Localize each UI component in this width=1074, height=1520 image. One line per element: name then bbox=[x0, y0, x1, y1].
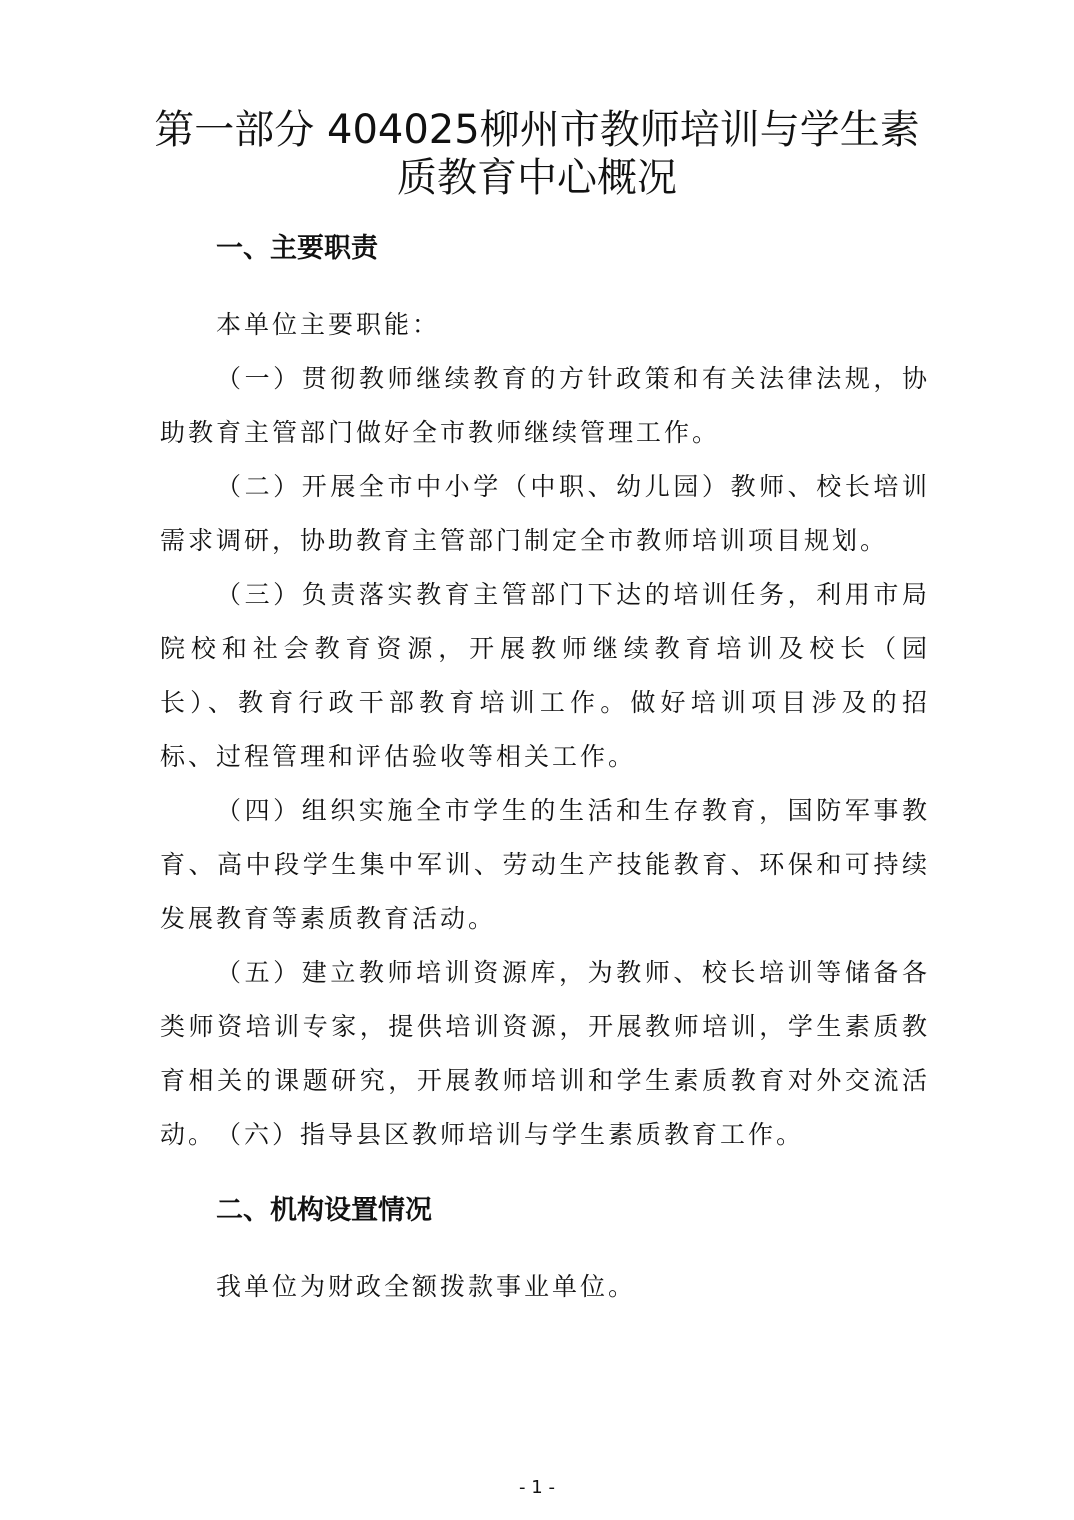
page-number: - 1 - bbox=[519, 1477, 555, 1498]
duty-item-3: （三）负责落实教育主管部门下达的培训任务，利用市局院校和社会教育资源，开展教师继续教育培训及校长（园长）、教育行政干部教育培训工作。做好培训项目涉及的招标、过程管理和评估验收等相关工作。 bbox=[160, 580, 930, 771]
intro-paragraph: 本单位主要职能： bbox=[216, 310, 441, 339]
duty-item-5: （五）建立教师培训资源库，为教师、校长培训等储备各类师资培训专家，提供培训资源，开展教师培训，学生素质教育相关的课题研究，开展教师培训和学生素质教育对外交流活动。 bbox=[160, 958, 930, 1149]
title-line-1: 第一部分 404025柳州市教师培训与学生素 bbox=[154, 107, 920, 153]
organization-paragraph: 我单位为财政全额拨款事业单位。 bbox=[216, 1272, 637, 1301]
duty-item-2: （二）开展全市中小学（中职、幼儿园）教师、校长培训需求调研，协助教育主管部门制定全市教师培训项目规划。 bbox=[160, 472, 930, 555]
duty-item-1: （一）贯彻教师继续教育的方针政策和有关法律法规，协助教育主管部门做好全市教师继续管理工作。 bbox=[160, 364, 930, 447]
duty-item-4: （四）组织实施全市学生的生活和生存教育，国防军事教育、高中段学生集中军训、劳动生产技能教育、环保和可持续发展教育等素质教育活动。 bbox=[160, 796, 930, 933]
section-heading-organization: 二、机构设置情况 bbox=[216, 1195, 432, 1226]
title-line-2: 质教育中心概况 bbox=[397, 155, 677, 201]
duty-item-6: （六）指导县区教师培训与学生素质教育工作。 bbox=[216, 1120, 805, 1149]
page-title bbox=[0, 106, 1074, 202]
section-heading-responsibilities: 一、主要职责 bbox=[216, 233, 378, 264]
